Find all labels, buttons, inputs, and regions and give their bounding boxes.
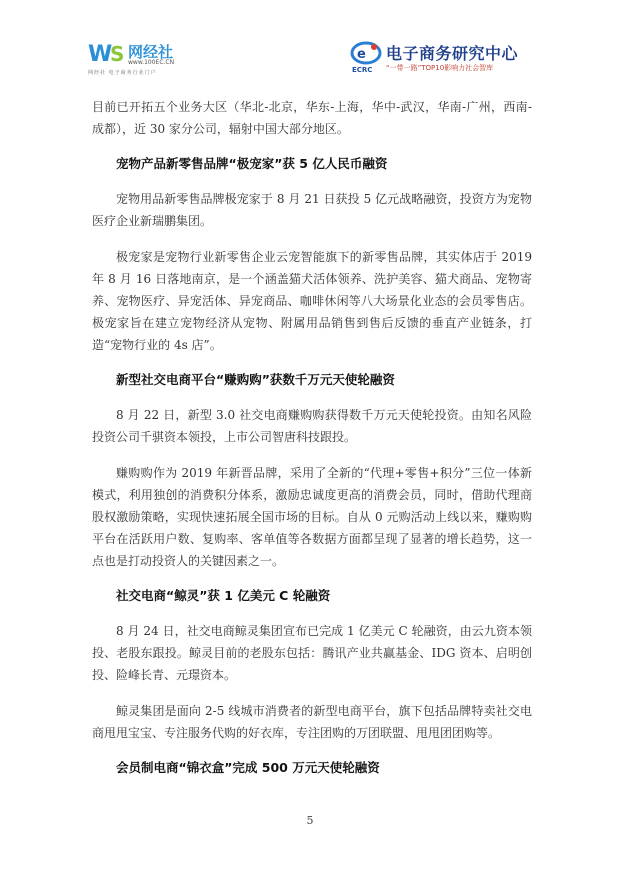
page-header	[88, 38, 550, 78]
section-heading: 宠物产品新零售品牌“极宠家”获 5 亿人民币融资	[116, 156, 388, 171]
ws-logo-icon	[88, 40, 128, 66]
paragraph: 8 月 24 日，社交电商鲸灵集团宣布已完成 1 亿美元 C 轮融资，由云九资本领投、老股东跟投。鲸灵目前的老股东包括：腾讯产业共赢基金、IDG 资本、启明创投、险峰长青、元璟资本。	[92, 624, 532, 682]
ecrc-abbreviation: ECRC	[352, 66, 373, 74]
svg-text:S: S	[110, 42, 125, 66]
paragraph: 8 月 22 日，新型 3.0 社交电商赚购购获得数千万元天使轮投资。由知名风险投资公司千骐资本领投，上市公司智唐科技跟投。	[92, 408, 532, 444]
paragraph: 宠物用品新零售品牌极宠家于 8 月 21 日获投 5 亿元战略融资，投资方为宠物医疗企业新瑞鹏集团。	[92, 192, 532, 228]
svg-text:e: e	[357, 47, 366, 62]
paragraph: 赚购购作为 2019 年新晋品牌，采用了全新的“代理+零售+积分”三位一体新模式，利用独创的消费积分体系，激励忠诚度更高的消费会员，同时，借助代理商股权激励策略，实现快速拓展全国市场的目标。自从 0 元购活动上线以来，赚购购平台在活跃用户数、复购率、客单值等各数据方面都呈现了显著的增长趋势，这一点也是打动投资人的关键因素之一。	[92, 466, 532, 568]
wangjingshe-logo	[88, 38, 208, 78]
paragraph: 鲸灵集团是面向 2-5 线城市消费者的新型电商平台，旗下包括品牌特卖社交电商甩甩宝宝、专注服务代购的好衣库，专注团购的万团联盟、甩甩团团购等。	[92, 704, 532, 740]
section-heading: 会员制电商“锦衣盒”完成 500 万元天使轮融资	[116, 760, 380, 775]
page-number: 5	[306, 814, 314, 827]
paragraph: 目前已开拓五个业务大区（华北-北京，华东-上海，华中-武汉，华南-广州，西南-成都），近 30 家分公司，辐射中国大部分地区。	[92, 100, 532, 136]
paragraph: 极宠家是宠物行业新零售企业云宠智能旗下的新零售品牌，其实体店于 2019 年 8 月 16 日落地南京，是一个涵盖猫犬活体领养、洗护美容、猫犬商品、宠物寄养、宠物医疗、异宠活体、异宠商品、咖啡休闲等八大场景化业态的会员零售店。极宠家旨在建立宠物经济从宠物、附属用品销售到售后反馈的垂直产业链条，打造“宠物行业的 4s 店”。	[92, 250, 532, 352]
ecrc-logo	[350, 38, 550, 78]
svg-text:W: W	[88, 42, 113, 66]
ecrc-tagline: “一带一路”TOP10影响力社会智库	[386, 64, 494, 72]
section-heading: 新型社交电商平台“赚购购”获数千万元天使轮融资	[116, 372, 395, 387]
logo-brand-name: 网经社	[128, 43, 174, 61]
logo-site-url: www.100EC.CN	[128, 59, 175, 66]
ecrc-emblem-icon	[350, 40, 382, 68]
section-heading: 社交电商“鲸灵”获 1 亿美元 C 轮融资	[116, 588, 331, 603]
ecrc-org-name: 电子商务研究中心	[386, 44, 519, 63]
logo-slogan: 网经社 电子商务行业门户	[88, 70, 157, 76]
document-body	[92, 96, 532, 792]
